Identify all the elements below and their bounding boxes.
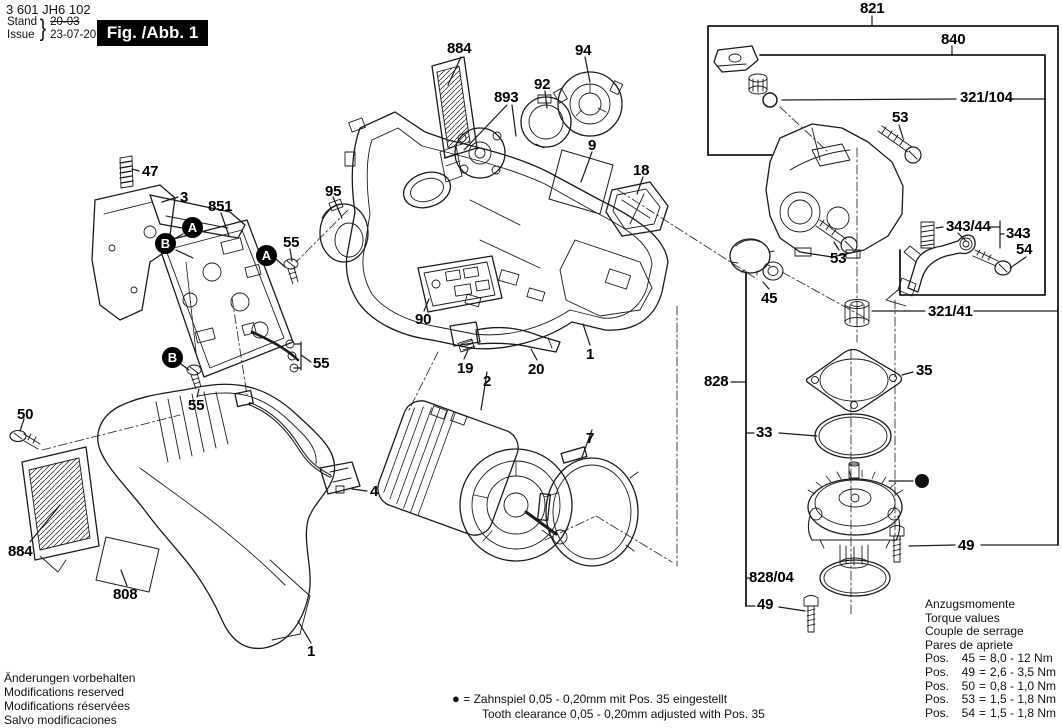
part-label-33: 33 <box>756 424 773 441</box>
wire-55-drawing <box>242 323 298 372</box>
part-label-47: 47 <box>142 163 159 180</box>
marker-badge-b-screw: B <box>162 347 183 368</box>
torque-pos-number: 53 <box>961 692 975 707</box>
part-label-35: 35 <box>916 362 933 379</box>
part-label-884-bottom: 884 <box>8 543 33 560</box>
part-label-4: 4 <box>370 483 379 500</box>
revision-brace: } <box>39 15 47 43</box>
spring-47-drawing <box>120 156 133 188</box>
screw-49-bottom-drawing <box>804 596 818 633</box>
screw-53-left-drawing <box>816 220 857 253</box>
tooth-clearance-legend <box>452 692 765 721</box>
part-label-7: 7 <box>586 430 595 447</box>
spring-343-44-drawing <box>921 222 934 248</box>
part-label-321-41: 321/41 <box>928 303 973 320</box>
crown-gear-assembly-drawing <box>808 462 903 568</box>
torque-value: 1,5 - 1,8 Nm <box>990 692 1057 707</box>
screw-49-right-drawing <box>890 526 904 563</box>
screw-50-drawing <box>10 431 40 450</box>
modification-notes <box>4 671 135 727</box>
motor-drawing <box>373 396 572 561</box>
torque-pos-number: 45 <box>961 651 975 666</box>
torque-pos-number: 49 <box>961 664 975 679</box>
torque-value: 1,5 - 1,8 Nm <box>990 705 1057 720</box>
legend-line2: Tooth clearance 0,05 - 0,20mm adjusted with Pos. 35 <box>482 706 765 721</box>
part-label-49-bottom: 49 <box>757 596 774 613</box>
screw-53-top-drawing <box>878 126 921 163</box>
part-label-343-44: 343/44 <box>946 218 991 235</box>
legend-dot-icon: ● <box>452 691 460 706</box>
stand-label: Stand <box>7 16 38 28</box>
note-line: Modifications reserved <box>4 685 125 699</box>
torque-equals: = <box>979 651 987 666</box>
housing-bottom-half-drawing <box>98 384 335 648</box>
torque-equals: = <box>979 678 987 693</box>
torque-headings <box>925 598 1056 652</box>
button-18-drawing <box>606 182 668 236</box>
part-label-50: 50 <box>17 406 34 423</box>
torque-value: 0,8 - 1,0 Nm <box>990 678 1057 693</box>
torque-rows <box>925 652 1056 720</box>
part-label-20: 20 <box>528 361 545 378</box>
torque-pos-number: 54 <box>961 705 975 720</box>
figure-title-box <box>97 20 208 46</box>
part-label-92: 92 <box>534 76 551 93</box>
torque-heading: Anzugsmomente <box>925 597 1016 611</box>
torque-heading: Couple de serrage <box>925 624 1024 639</box>
issue-date: 23-07-20 <box>50 28 97 41</box>
knurled-nut-drawing <box>749 74 767 94</box>
screw-54-drawing <box>973 250 1011 275</box>
torque-equals: = <box>979 692 987 707</box>
torque-row <box>925 707 1056 721</box>
part-label-828-04: 828/04 <box>749 569 794 586</box>
o-ring-33-drawing <box>815 414 891 458</box>
part-label-19: 19 <box>457 360 474 377</box>
document-number: 3 601 JH6 102 <box>6 2 91 17</box>
wire-harness-drawing <box>235 390 360 494</box>
part-label-53-top: 53 <box>892 109 909 126</box>
part-label-55-b: 55 <box>188 397 205 414</box>
note-line: Änderungen vorbehalten <box>4 671 136 685</box>
gasket-35-drawing <box>807 350 902 412</box>
part-label-55-a: 55 <box>283 234 300 251</box>
torque-row <box>925 666 1056 680</box>
part-label-49-right: 49 <box>958 537 975 554</box>
part-label-3: 3 <box>180 189 189 206</box>
torque-row <box>925 680 1056 694</box>
figure-title: Fig. /Abb. 1 <box>106 23 199 42</box>
part-label-54: 54 <box>1016 241 1033 258</box>
part-label-343: 343 <box>1006 225 1031 242</box>
part-label-45: 45 <box>761 290 778 307</box>
torque-row <box>925 652 1056 666</box>
o-ring-321-104-drawing <box>763 93 777 107</box>
torque-value: 2,6 - 3,5 Nm <box>990 664 1057 679</box>
part-label-828: 828 <box>704 373 729 390</box>
part-label-90: 90 <box>415 311 432 328</box>
torque-pos-number: 50 <box>961 678 975 693</box>
part-label-884-top: 884 <box>447 40 472 57</box>
revision-block <box>7 17 96 41</box>
part-label-321-104: 321/104 <box>960 89 1013 106</box>
torque-table <box>925 598 1056 720</box>
note-line: Modifications réservées <box>4 699 131 713</box>
torque-equals: = <box>979 664 987 679</box>
torque-heading: Torque values <box>925 610 1000 625</box>
marker-badge-a-switch: A <box>182 217 203 238</box>
torque-pos-label: Pos. <box>925 664 950 679</box>
bevel-gear-45-drawing <box>730 239 783 280</box>
issue-label: Issue <box>7 28 35 41</box>
adjustment-dot <box>915 474 929 488</box>
part-label-1-top: 1 <box>586 346 595 363</box>
part-label-1-bottom: 1 <box>307 643 316 660</box>
part-label-851: 851 <box>208 198 233 215</box>
housing-top-half-drawing <box>345 112 668 349</box>
part-label-2: 2 <box>483 373 492 390</box>
part-label-893: 893 <box>494 89 519 106</box>
marker-badge-a-screw: A <box>256 245 277 266</box>
legend-line1: Zahnspiel 0,05 - 0,20mm mit Pos. 35 eingestellt <box>473 692 728 706</box>
torque-pos-label: Pos. <box>925 651 950 666</box>
torque-value: 8,0 - 12 Nm <box>990 651 1053 666</box>
part-label-840: 840 <box>941 31 966 48</box>
part-label-808: 808 <box>113 586 138 603</box>
marker-badge-b-switch: B <box>155 233 176 254</box>
screw-55-a-drawing <box>284 259 298 284</box>
part-label-95: 95 <box>325 183 342 200</box>
note-line: Salvo modificaciones <box>4 713 117 727</box>
o-ring-828-04-drawing <box>820 560 890 596</box>
part-label-94: 94 <box>575 42 592 59</box>
part-label-53-left: 53 <box>830 250 847 267</box>
gear-housing-drawing <box>766 124 903 258</box>
torque-pos-label: Pos. <box>925 692 950 707</box>
vent-grille-bottom-drawing <box>22 447 99 572</box>
part-label-55-wire: 55 <box>313 355 330 372</box>
part-label-18: 18 <box>633 162 650 179</box>
torque-heading: Pares de apriete <box>925 637 1014 652</box>
torque-pos-label: Pos. <box>925 705 950 720</box>
part-label-821: 821 <box>860 0 885 17</box>
torque-row <box>925 693 1056 707</box>
torque-pos-label: Pos. <box>925 678 950 693</box>
legend-equals: = <box>463 692 471 706</box>
torque-equals: = <box>979 705 987 720</box>
nameplate-808-drawing <box>96 537 159 592</box>
control-panel-drawing <box>418 256 502 312</box>
part-label-9: 9 <box>588 137 597 154</box>
screw-55-b-drawing <box>187 365 201 389</box>
superseded-date: 20-03 <box>50 16 80 28</box>
